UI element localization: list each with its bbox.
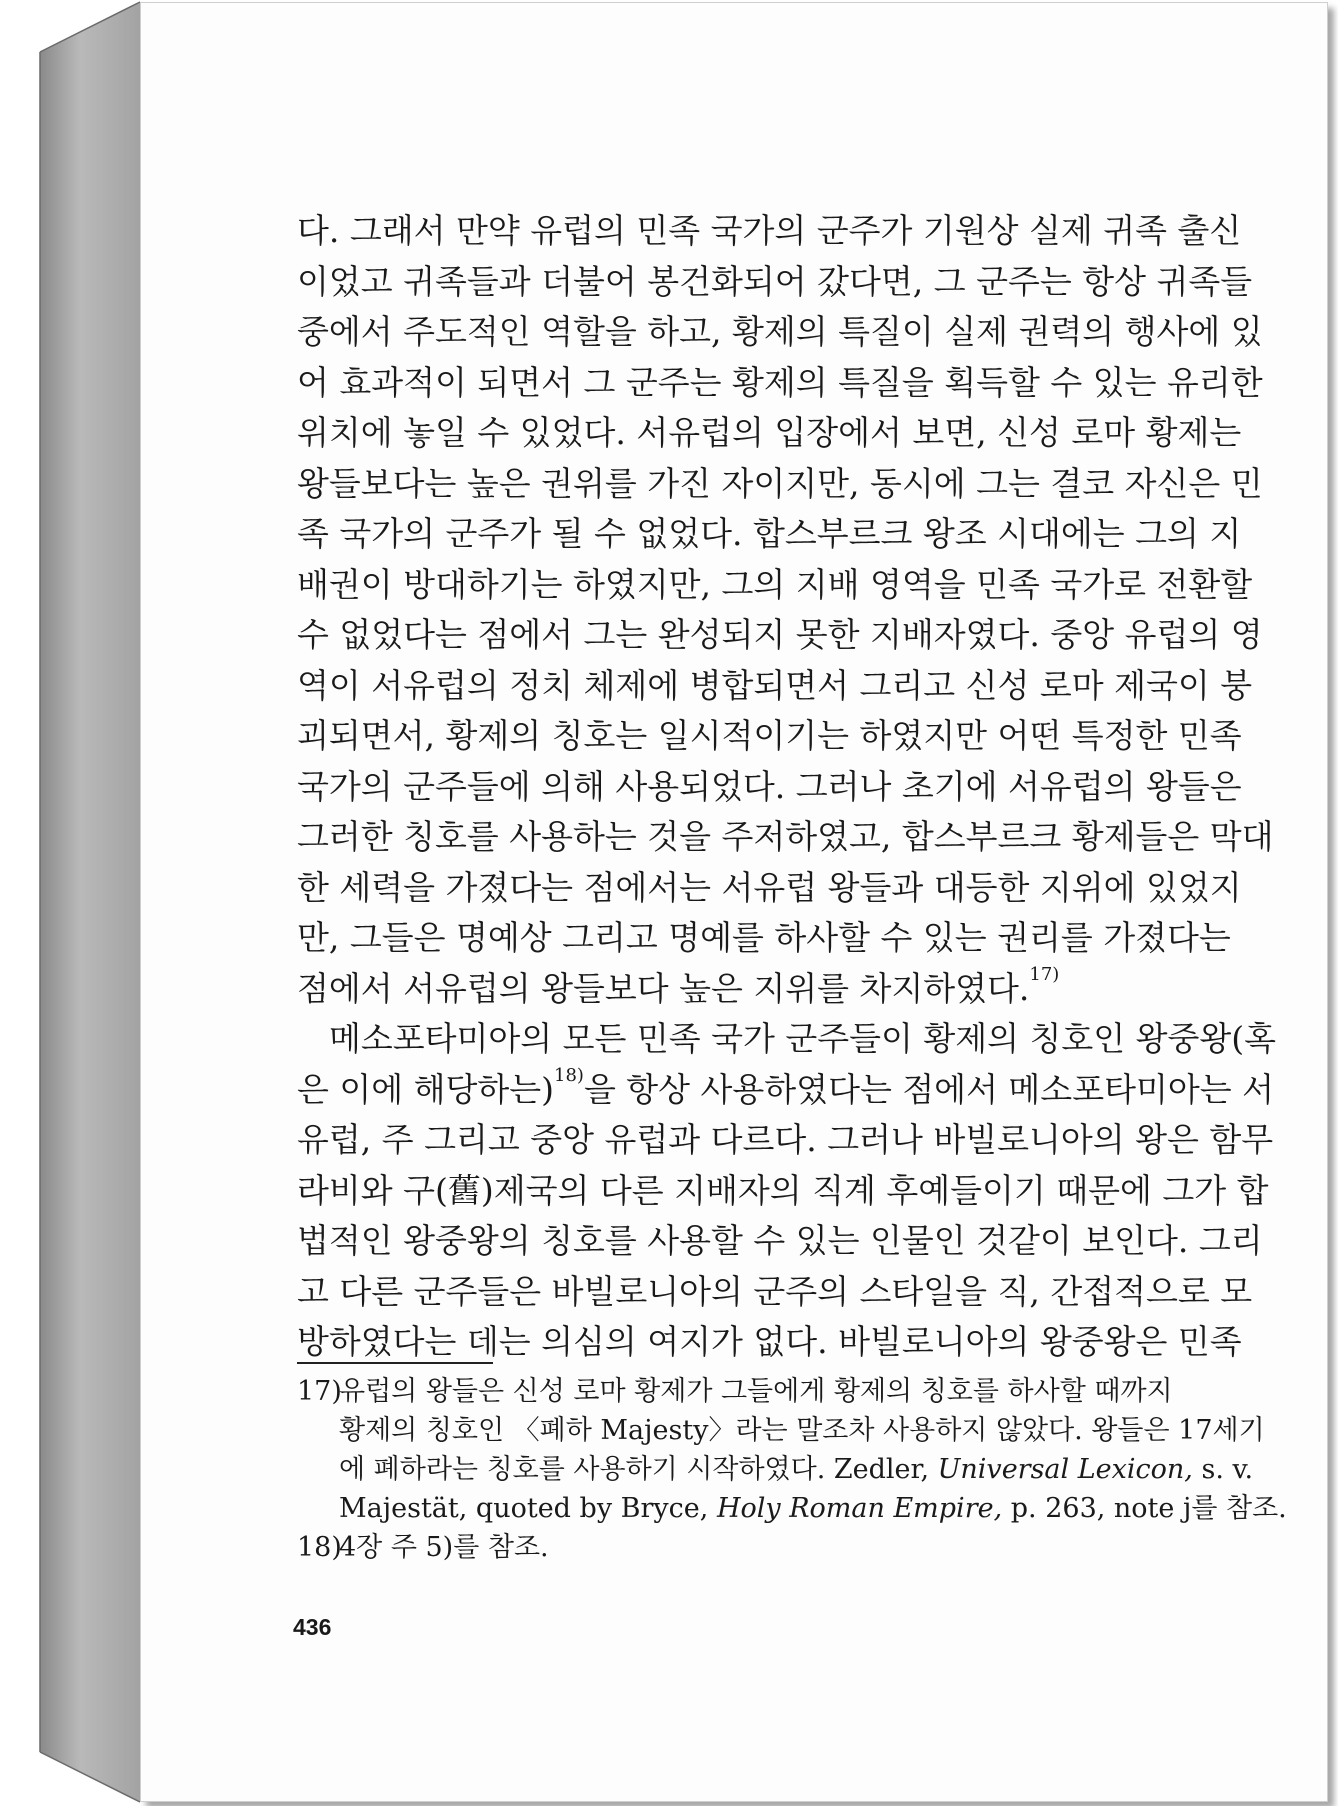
text-line: 수 없었다는 점에서 그는 완성되지 못한 지배자였다. 중앙 유럽의 영 bbox=[297, 615, 1263, 654]
text-line: 괴되면서, 황제의 칭호는 일시적이기는 하였지만 어떤 특정한 민족 bbox=[297, 716, 1242, 755]
footnote-18-line bbox=[297, 1528, 1189, 1567]
text-line: 족 국가의 군주가 될 수 없었다. 합스부르크 왕조 시대에는 그의 지 bbox=[297, 514, 1242, 553]
text-line: 역이 서유럽의 정치 체제에 병합되면서 그리고 신성 로마 제국이 붕 bbox=[297, 665, 1253, 705]
footnote-ref-18[interactable]: 18) bbox=[554, 1064, 584, 1086]
text-line-content: 을 항상 사용하였다는 점에서 메소포타미아는 서 bbox=[583, 1069, 1274, 1109]
footnote-17-line: 황제의 칭호인 〈폐하 Majesty〉라는 말조차 사용하지 않았다. 왕들은 17세기 bbox=[339, 1415, 1265, 1446]
footnote-17-line bbox=[297, 1489, 1287, 1528]
text-line: 중에서 주도적인 역할을 하고, 황제의 특질이 실제 권력의 행사에 있 bbox=[297, 312, 1263, 351]
footnote-text: s. v. bbox=[1201, 1454, 1254, 1485]
book-title: Universal Lexicon, bbox=[937, 1454, 1193, 1485]
page-number: 436 bbox=[293, 1614, 332, 1640]
footnote-text: Majestät, quoted by Bryce, bbox=[339, 1493, 709, 1524]
text-line: 메소포타미아의 모든 민족 국가 군주들이 황제의 칭호인 왕중왕(혹 bbox=[329, 1019, 1277, 1058]
text-line: 방하였다는 데는 의심의 여지가 없다. 바빌로니아의 왕중왕은 민족 bbox=[297, 1322, 1242, 1361]
text-line: 왕들보다는 높은 권위를 가진 자이지만, 동시에 그는 결코 자신은 민 bbox=[297, 463, 1263, 503]
text-line-content: 은 이에 해당하는) bbox=[297, 1069, 554, 1109]
text-line: 유럽, 주 그리고 중앙 유럽과 다르다. 그러나 바빌로니아의 왕은 함무 bbox=[297, 1120, 1274, 1159]
text-line-content: 점에서 서유럽의 왕들보다 높은 지위를 차지하였다. bbox=[297, 968, 1030, 1008]
footnote-17-line bbox=[297, 1372, 1189, 1411]
footnote-number: 18) bbox=[297, 1532, 342, 1563]
text-line: 그러한 칭호를 사용하는 것을 주저하였고, 합스부르크 황제들은 막대 bbox=[297, 817, 1274, 856]
footnote-text: 에 폐하라는 칭호를 사용하기 시작하였다. Zedler, bbox=[339, 1454, 930, 1485]
text-line: 국가의 군주들에 의해 사용되었다. 그러나 초기에 서유럽의 왕들은 bbox=[297, 766, 1242, 806]
footnote-number: 17) bbox=[297, 1376, 342, 1407]
text-line: 어 효과적이 되면서 그 군주는 황제의 특질을 획득할 수 있는 유리한 bbox=[297, 362, 1263, 402]
text-line: 라비와 구(舊)제국의 다른 지배자의 직계 후예들이기 때문에 그가 합 bbox=[297, 1170, 1269, 1210]
footnote-text: 4장 주 5)를 참조. bbox=[339, 1532, 549, 1563]
footnote-text: 유럽의 왕들은 신성 로마 황제가 그들에게 황제의 칭호를 하사할 때까지 bbox=[339, 1376, 1173, 1407]
main-text bbox=[297, 206, 1277, 1368]
footnotes bbox=[297, 1372, 1287, 1567]
text-line bbox=[297, 964, 1189, 1015]
text-line: 다. 그래서 만약 유럽의 민족 국가의 군주가 기원상 실제 귀족 출신 bbox=[297, 211, 1242, 250]
text-line bbox=[297, 1064, 1274, 1116]
text-line: 법적인 왕중왕의 칭호를 사용할 수 있는 인물인 것같이 보인다. 그리 bbox=[297, 1221, 1263, 1260]
text-line: 고 다른 군주들은 바빌로니아의 군주의 스타일을 직, 간접적으로 모 bbox=[297, 1271, 1253, 1311]
footnote-divider bbox=[297, 1362, 493, 1364]
text-line: 만, 그들은 명예상 그리고 명예를 하사할 수 있는 권리를 가졌다는 bbox=[297, 918, 1231, 957]
footnote-17-line bbox=[297, 1450, 1254, 1489]
text-line: 위치에 놓일 수 있었다. 서유럽의 입장에서 보면, 신성 로마 황제는 bbox=[297, 413, 1242, 452]
text-line: 한 세력을 가졌다는 점에서는 서유럽 왕들과 대등한 지위에 있었지 bbox=[297, 867, 1242, 907]
book-title: Holy Roman Empire, bbox=[716, 1493, 1003, 1524]
footnote-text: p. 263, note j를 참조. bbox=[1010, 1493, 1287, 1524]
text-line: 배권이 방대하기는 하였지만, 그의 지배 영역을 민족 국가로 전환할 bbox=[297, 564, 1253, 604]
footnote-ref-17[interactable]: 17) bbox=[1029, 963, 1060, 985]
text-line: 이었고 귀족들과 더불어 봉건화되어 갔다면, 그 군주는 항상 귀족들 bbox=[297, 261, 1253, 301]
